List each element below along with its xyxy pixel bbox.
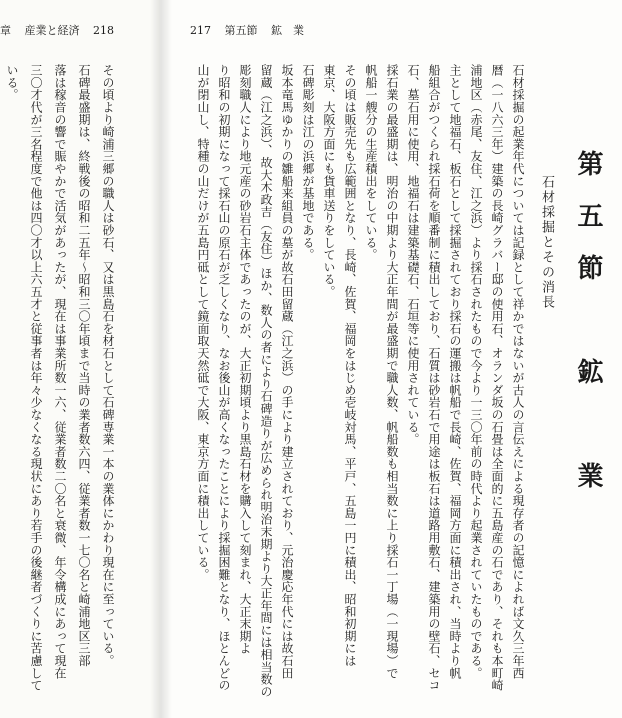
right-column-10: 東京、大阪方面にも貨車送りをしている。 [322,64,336,298]
right-column-3: 浦地区（赤尾、友住、江之浜）より採石されたもので今より一三〇年前の時代より起業されていたものである。 [469,64,483,679]
left-page [0,0,160,718]
subsection-title: 石材採掘とその消長 [539,175,554,310]
right-header-section: 第五節 [224,24,258,37]
right-column-11: 石碑彫刻は江の浜郷が基地である。 [301,64,315,261]
left-column-4: 石碑最盛期は、終戦後の昭和二五年〜昭和三〇年頃まで当時の業者数六四、従業者数一七〇名と崎浦地区三部 [77,64,91,667]
right-column-8: 帆船一艘分の生産積出をしている。 [364,64,378,261]
right-column-13: 留蔵（江之浜）、故大木政吉（友住）ほか、数人の者により石碑造りが広められ明治末期より大正年間には相当数の [259,64,273,698]
left-header-chapter: 産業と経済 [24,24,80,37]
left-column-3: 落は稼音の響で賑やかで活気があったが、現在は事業所数一六、従業者数二〇名と衰微、年令構成にあって現在 [53,64,67,679]
right-header-title: 鉱 業 [271,24,304,37]
right-column-1: 石材採掘の起業年代については記録として祥かではないが古人の言伝えによる現存者の記憶によれば文久三年西 [511,64,525,679]
left-header-section: 章 [0,24,11,37]
right-column-12: 坂本竜馬ゆかりの雛船来組員の墓が故石田留蔵（江之浜）の手により建立されており、元治慶応年代には故石田 [280,64,294,679]
right-page-number: 217 [190,24,211,37]
right-column-2: 暦（一八六三年）建築の長崎グラバー邸の使用石、オランダ坂の石畳は全面的に五島産の石であり、それも本町崎 [490,64,504,692]
left-column-5: その頃より崎浦三郷の職人は砂石、又は黒島石を材石として石碑専業一本の業体にかわり現在に至っている。 [101,64,115,667]
left-column-2: 三〇才代が三名程度で他は四〇才以上六五才と従事者は年々少なくなる現状にあり若手の後継者づくりに苦慮して [29,64,43,692]
right-column-9: その頃は販売先も広範囲となり、長崎、佐賀、福岡をはじめ壱岐対馬、平戸、五島一円に積出、昭和初期には [343,64,357,667]
right-column-7: 採石業の最盛期は、明治の中期より大正年間が最盛期で職人数、帆船数も相当数に上り採石一丁場（一現場）で [385,64,399,679]
right-column-5: 船組合がつくられ採石荷を順番制に積出しており、石質は砂岩石で用途は板石は道路用敷石、建築用の壁石、セコ [427,64,441,692]
right-column-16: 山が閉山し、特種の山だけが五島円砥として鏡面取天然砥で大阪、東京方面に積出している。 [196,64,210,581]
right-running-header [190,22,314,38]
right-column-14: 彫刻職人により地元産の砂岩石主体であったのが、大正初期頃より黒島石材を購入して刻まれ、大正末期よ [238,64,252,655]
left-running-header [0,22,124,38]
right-column-6: 石、墓石用に使用、地福石は建築基礎石、石垣等に使用されている。 [406,64,420,446]
right-column-4: 主として地福石、板石として採掘されており採石の運搬は帆船で長崎、佐賀、福岡方面に積出され、当時より帆 [448,64,462,679]
right-page [160,0,622,718]
book-gutter [150,0,172,718]
section-title: 第五節 鉱 業 [573,150,603,514]
left-column-1: いる。 [5,64,19,101]
right-column-15: り昭和の初期になって採石山の原石が乏しくなり、なお後山が高くなったことにより採掘困難となり、ほとんどの [217,64,231,692]
left-page-number: 218 [93,24,114,37]
